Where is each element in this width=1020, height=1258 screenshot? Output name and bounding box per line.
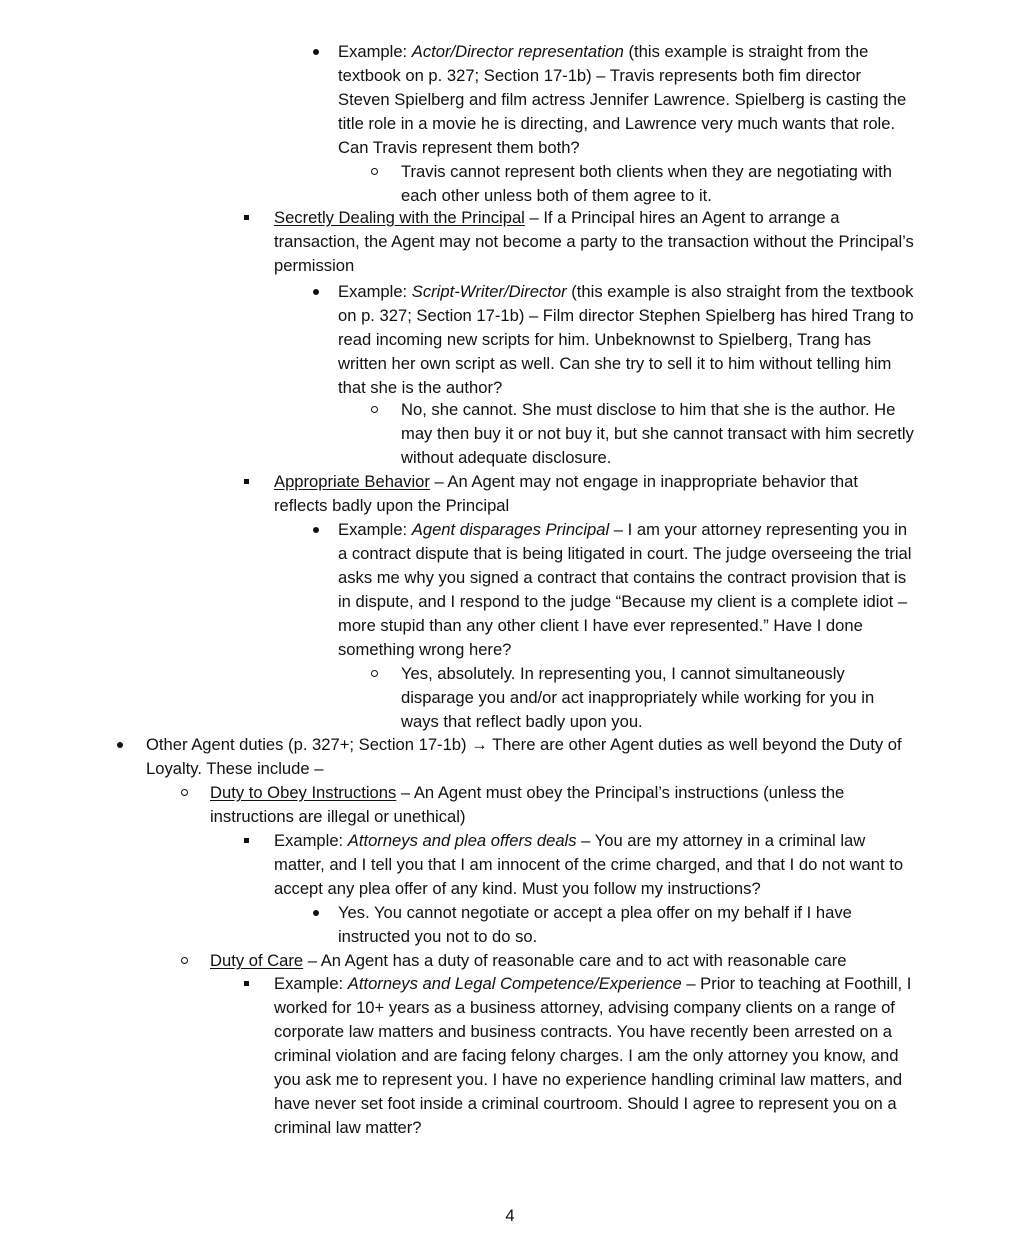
example-title: Agent disparages Principal [411,520,610,539]
duty-term: Duty of Care [210,951,304,970]
bullet-dot [304,280,328,304]
bullet-dot [108,733,132,757]
example-body: – I am your attorney representing you in a contract dispute that is being litigated in court. The judge overseeing the trial asks me why you signed a contract that contains the contract provision that is in dispute, and I respond to the judge “Because my client is a complete idiot – more stupid than any other client I have ever represented.” Have I done something wrong here? [338,520,912,659]
duty-secretly-dealing [274,206,914,278]
duty-term: Secretly Dealing with the Principal [274,208,525,227]
example-prefix: Example: [274,974,348,993]
answer-actor-director: Travis cannot represent both clients when they are negotiating with each other unless both of them agree to it. [401,162,893,205]
example-body: (this example is straight from the textbook on p. 327; Section 17-1b) – Travis represents both fim director Steven Spielberg and film actress Jennifer Lawrence. Spielberg is casting the title role in a movie he is directing, and Lawrence very much wants that role. Can Travis represent them both? [338,42,907,157]
bullet-circle [172,781,196,805]
answer-disparages: Yes, absolutely. In representing you, I cannot simultaneously disparage you and/or act inappropriately while working for you in ways that reflect badly upon you. [401,664,875,731]
duty-appropriate-behavior [274,470,914,518]
example-prefix: Example: [274,831,348,850]
bullet-dot [304,518,328,542]
example-actor-director [338,40,914,160]
example-body: (this example is also straight from the textbook on p. 327; Section 17-1b) – Film director Stephen Spielberg has hired Trang to read incoming new scripts for him. Unbeknownst to Spielberg, Trang has written her own script as well. Can she try to sell it to him without telling him that she is the author? [338,282,914,397]
example-title: Script-Writer/Director [411,282,567,301]
bullet-circle [362,398,386,422]
bullet-dot [304,901,328,925]
example-title: Attorneys and Legal Competence/Experience [347,974,682,993]
example-disparages [338,518,914,662]
duty-of-care [210,949,914,973]
answer-script-writer: No, she cannot. She must disclose to him that she is the author. He may then buy it or not buy it, but she cannot transact with him secretly without adequate disclosure. [401,400,914,467]
duty-body: – An Agent has a duty of reasonable care and to act with reasonable care [303,951,847,970]
bullet-square [234,206,258,230]
example-title: Actor/Director representation [411,42,624,61]
duty-body: – An Agent may not engage in inappropriate behavior that reflects badly upon the Principal [274,472,858,515]
duty-term: Duty to Obey Instructions [210,783,397,802]
bullet-square [234,470,258,494]
example-plea-offers [274,829,914,901]
bullet-circle [362,662,386,686]
example-prefix: Example: [338,520,412,539]
duty-body: – An Agent must obey the Principal’s instructions (unless the instructions are illegal or unethical) [210,783,845,826]
duty-obey-instructions [210,781,914,829]
answer-plea-offers: Yes. You cannot negotiate or accept a plea offer on my behalf if I have instructed you not to do so. [338,903,852,946]
bullet-circle [172,949,196,973]
example-title: Attorneys and plea offers deals [347,831,577,850]
example-body: – You are my attorney in a criminal law matter, and I tell you that I am innocent of the crime charged, and that I do not want to accept any plea offer of any kind. Must you follow my instructions? [274,831,904,898]
bullet-dot [304,40,328,64]
bullet-square [234,829,258,853]
other-agent-duties: Other Agent duties (p. 327+; Section 17-1b) → There are other Agent duties as well beyond the Duty of Loyalty. These include – [146,735,902,778]
example-prefix: Example: [338,282,412,301]
duty-body: – If a Principal hires an Agent to arrange a transaction, the Agent may not become a party to the transaction without the Principal’s permission [274,208,914,275]
bullet-square [234,972,258,996]
page-number: 4 [505,1206,515,1225]
duty-term: Appropriate Behavior [274,472,430,491]
example-legal-competence [274,972,914,1140]
example-body: – Prior to teaching at Foothill, I worked for 10+ years as a business attorney, advising company clients on a range of corporate law matters and business contracts. You have recently been arrested on a criminal violation and are facing felony charges. I am the only attorney you know, and you ask me to represent you. I have no experience handling criminal law matters, and have never set foot inside a criminal courtroom. Should I agree to represent you on a criminal law matter? [274,974,912,1137]
bullet-circle [362,160,386,184]
example-prefix: Example: [338,42,412,61]
example-script-writer [338,280,914,400]
